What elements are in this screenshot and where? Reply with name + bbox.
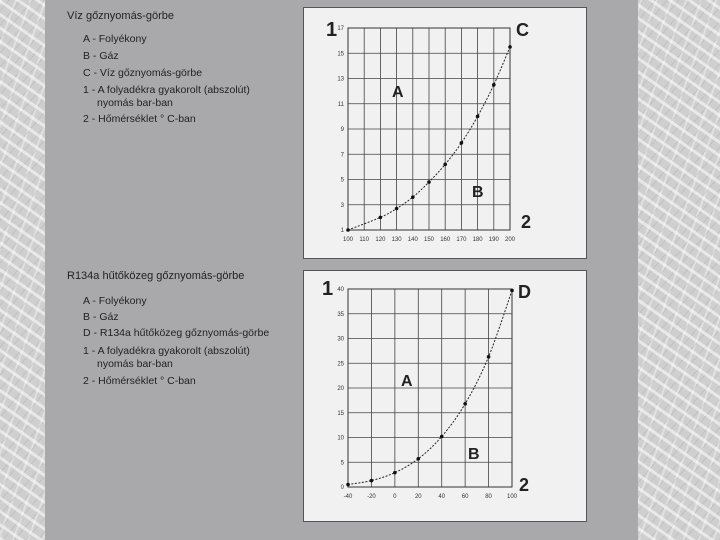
curve-label-d: D — [518, 282, 531, 302]
y-tick-label: 25 — [337, 361, 344, 368]
y-tick-label: 3 — [340, 202, 344, 209]
data-point — [411, 195, 415, 199]
data-point — [492, 83, 496, 87]
region-b-label: B — [472, 184, 484, 201]
y-tick-label: 40 — [337, 287, 344, 293]
y-tick-label: 11 — [337, 101, 344, 108]
y-tick-label: 9 — [340, 127, 344, 133]
data-point — [393, 471, 397, 475]
x-tick-label: -20 — [367, 494, 376, 500]
r134a-chart — [304, 271, 586, 521]
data-point — [476, 115, 480, 119]
x-tick-label: 190 — [488, 237, 499, 243]
x-tick-label: 20 — [414, 494, 422, 500]
legend-line: 2 - Hőmérséklet ° C-ban — [83, 375, 196, 387]
x-tick-label: -40 — [343, 494, 353, 500]
chart-frame — [303, 7, 587, 259]
legend-line: nyomás bar-ban — [97, 97, 173, 109]
axis-marker-2: 2 — [519, 475, 530, 495]
legend-line: 1 - A folyadékra gyakorolt (abszolút) — [83, 84, 250, 96]
data-point — [370, 479, 374, 483]
legend-line: D - R134a hűtőközeg gőznyomás-görbe — [83, 327, 270, 339]
x-tick-label: 200 — [504, 237, 516, 243]
data-point — [463, 402, 467, 406]
plot-area — [337, 287, 517, 500]
legend-line: 1 - A folyadékra gyakorolt (abszolút) — [83, 345, 250, 357]
y-tick-label: 15 — [337, 51, 344, 58]
legend-line: A - Folyékony — [83, 33, 147, 45]
axis-marker-2: 2 — [521, 212, 532, 232]
y-tick-label: 15 — [337, 410, 344, 417]
data-point — [427, 180, 431, 184]
x-tick-label: 100 — [342, 237, 354, 243]
x-tick-label: 110 — [359, 237, 369, 243]
panel-title: Víz gőznyomás-görbe — [67, 10, 174, 22]
water-panel — [45, 0, 638, 262]
x-tick-label: 160 — [440, 237, 451, 243]
legend-line: nyomás bar-ban — [97, 358, 173, 370]
r134a-panel — [45, 262, 638, 540]
legend-line: A - Folyékony — [83, 295, 147, 307]
data-point — [487, 355, 491, 359]
data-point — [440, 435, 444, 439]
x-tick-label: 180 — [472, 237, 483, 243]
data-point — [346, 483, 350, 487]
x-tick-label: 0 — [393, 494, 397, 500]
data-point — [443, 163, 447, 167]
region-a-label: A — [392, 84, 404, 101]
slide — [45, 0, 638, 540]
x-tick-label: 60 — [461, 494, 469, 500]
data-point — [416, 457, 420, 461]
x-tick-label: 120 — [375, 237, 386, 243]
x-tick-label: 80 — [485, 494, 492, 500]
y-tick-label: 1 — [340, 228, 344, 234]
y-tick-label: 30 — [337, 336, 344, 343]
x-tick-label: 150 — [423, 237, 435, 243]
vapor-pressure-curve — [348, 290, 512, 484]
x-tick-label: 170 — [456, 237, 467, 243]
curve-label-c: C — [516, 20, 529, 40]
y-tick-label: 7 — [340, 152, 344, 159]
y-tick-label: 35 — [337, 311, 344, 318]
y-tick-label: 0 — [340, 485, 344, 491]
data-point — [510, 289, 514, 293]
legend-line: 2 - Hőmérséklet ° C-ban — [83, 113, 196, 125]
y-tick-label: 13 — [337, 76, 344, 83]
y-tick-label: 20 — [337, 386, 344, 392]
data-point — [395, 207, 399, 211]
y-tick-label: 17 — [337, 26, 344, 32]
legend-line: B - Gáz — [83, 311, 119, 323]
x-tick-label: 140 — [407, 237, 418, 243]
region-a-label: A — [401, 373, 413, 390]
y-tick-label: 10 — [337, 435, 344, 442]
y-tick-label: 5 — [340, 177, 344, 184]
x-tick-label: 100 — [506, 494, 518, 500]
x-tick-label: 130 — [391, 237, 402, 243]
data-point — [508, 45, 512, 49]
water-chart — [304, 8, 586, 258]
axis-marker-1: 1 — [322, 278, 334, 300]
plot-area — [337, 26, 515, 243]
x-tick-label: 40 — [438, 494, 446, 500]
region-b-label: B — [468, 446, 480, 463]
legend-line: B - Gáz — [83, 50, 119, 62]
data-point — [379, 216, 383, 220]
legend-line: C - Víz gőznyomás-görbe — [83, 67, 203, 79]
data-point — [346, 228, 350, 232]
panel-title: R134a hűtőközeg gőznyomás-görbe — [67, 270, 245, 282]
y-tick-label: 5 — [340, 460, 344, 467]
axis-marker-1: 1 — [326, 19, 338, 41]
chart-frame — [303, 270, 587, 522]
data-point — [460, 141, 464, 145]
